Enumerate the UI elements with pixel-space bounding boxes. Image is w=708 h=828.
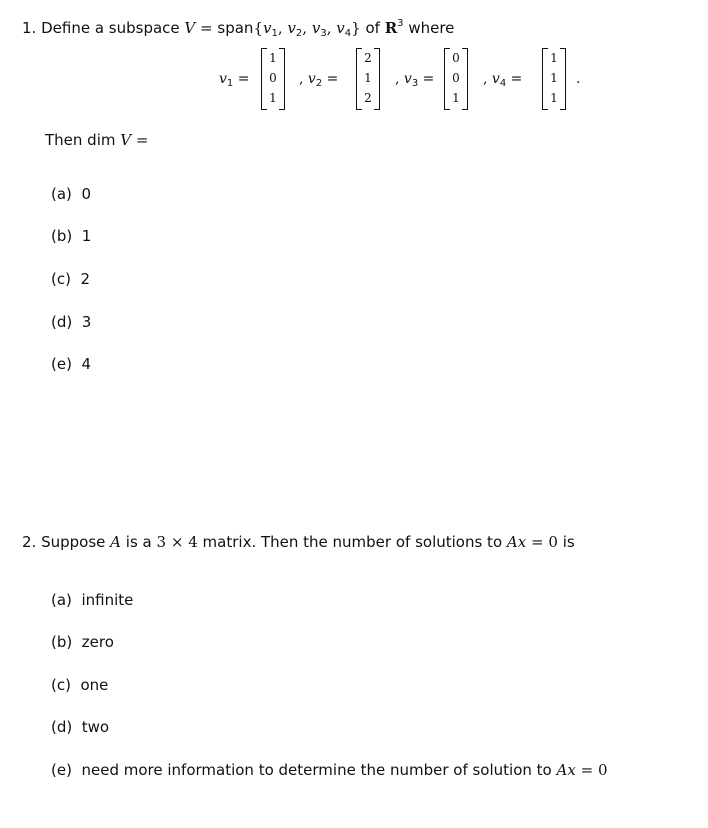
vector-v3-matrix: 0 0 1 [444,48,468,110]
q1-span-word: span [217,19,254,37]
q1-option-a[interactable]: (a) 0 [51,185,91,203]
q1-where-word: where [408,19,455,37]
q1-equals: = [200,19,213,37]
vector-label-v4: , $v_4$ = [483,71,523,89]
vector-v1-matrix: 1 0 1 [261,48,285,110]
q1-number: 1. [22,19,37,37]
vector-label-v2: , $v_2$ = [299,71,339,89]
q1-define-text: Define a subspace [41,19,180,37]
q1-space-dim: 3 [397,18,404,29]
q2-number: 2. [22,533,37,551]
q1-option-b[interactable]: (b) 1 [51,227,92,245]
q2-option-c[interactable]: (c) one [51,676,109,694]
vector-v2-matrix: 2 1 2 [356,48,380,110]
q1-statement: 1. Define a subspace $V = span\{v_1$, $v_2$, $v_3$, $v_4$} of $R^3$ where [22,18,455,39]
q1-option-d[interactable]: (d) 3 [51,313,92,331]
vector-label-v3: , $v_3$ = [395,71,435,89]
q2-statement: 2. Suppose A is a 3 × 4 matrix. Then the number of solutions to Ax = 0 is [22,533,575,551]
q2-option-d[interactable]: (d) two [51,718,110,736]
vector-v4-matrix: 1 1 1 [542,48,566,110]
q1-of-word: of [365,19,380,37]
q2-option-a[interactable]: (a) infinite [51,591,134,609]
q1-var-V: V [184,19,196,37]
vector-label-v1: $v_1$ = [219,71,250,89]
q2-option-e[interactable]: (e) need more information to determine the number of solution to Ax = 0 [51,761,608,779]
q2-option-b[interactable]: (b) zero [51,633,114,651]
vector-row-period: . [576,71,581,87]
q1-space-R: R [384,19,398,37]
q1-then-line: Then dim V = [45,131,149,149]
q1-option-e[interactable]: (e) 4 [51,355,92,373]
q1-option-c[interactable]: (c) 2 [51,270,91,288]
